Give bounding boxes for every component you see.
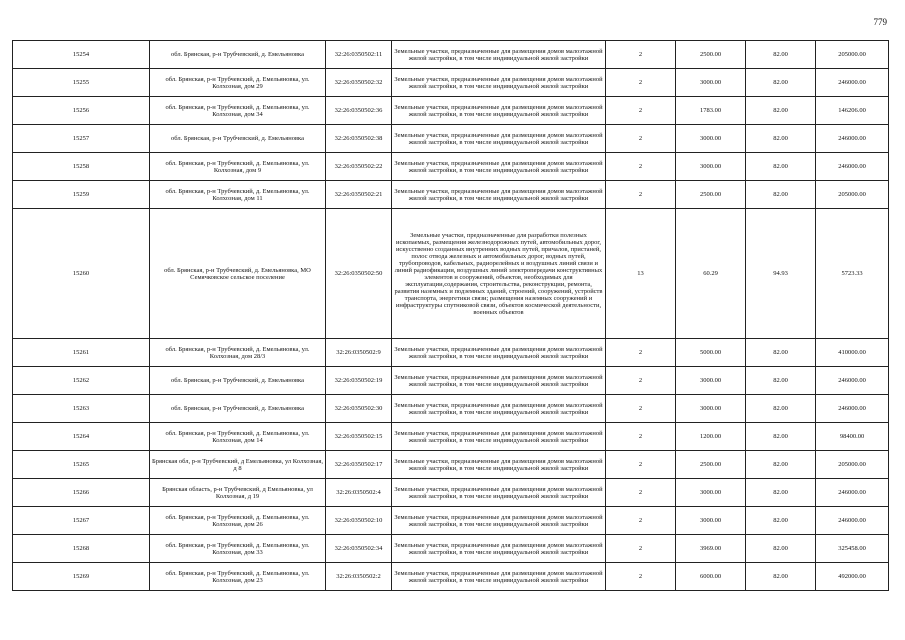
row-address: обл. Брянская, р-н Трубчевский, д. Емельяновка, ул. Колхозная, дом 29 [150, 69, 326, 97]
row-cadastral-value: 325458.00 [816, 535, 889, 563]
row-cadastral-number: 32:26:0350502:2 [326, 563, 392, 591]
row-specific-value: 82.00 [746, 423, 816, 451]
row-area: 3000.00 [676, 367, 746, 395]
table-row [13, 209, 889, 339]
row-id: 15268 [13, 535, 150, 563]
table-row [13, 507, 889, 535]
row-specific-value: 82.00 [746, 153, 816, 181]
row-specific-value: 82.00 [746, 97, 816, 125]
row-group: 2 [606, 507, 676, 535]
row-cadastral-number: 32:26:0350502:15 [326, 423, 392, 451]
row-cadastral-number: 32:26:0350502:9 [326, 339, 392, 367]
row-cadastral-number: 32:26:0350502:19 [326, 367, 392, 395]
row-area: 3000.00 [676, 395, 746, 423]
row-area: 60.29 [676, 209, 746, 339]
row-address: обл. Брянская, р-н Трубчевский, д. Емельяновка, ул. Колхозная, дом 14 [150, 423, 326, 451]
row-specific-value: 82.00 [746, 535, 816, 563]
row-id: 15260 [13, 209, 150, 339]
row-specific-value: 82.00 [746, 367, 816, 395]
row-specific-value: 82.00 [746, 69, 816, 97]
row-area: 1200.00 [676, 423, 746, 451]
row-address: обл. Брянская, р-н Трубчевский, д. Емельяновка, МО Семячковское сельское поселение [150, 209, 326, 339]
row-address: Брянская обл, р-н Трубчевский, д Емельяновка, ул Колхозная, д 8 [150, 451, 326, 479]
table-row [13, 395, 889, 423]
row-land-use: Земельные участки, предназначенные для размещения домов малоэтажной жилой застройки, в том числе индивидуальной жилой застройки [392, 97, 606, 125]
row-id: 15258 [13, 153, 150, 181]
row-cadastral-value: 246000.00 [816, 125, 889, 153]
table-row [13, 479, 889, 507]
row-land-use: Земельные участки, предназначенные для размещения домов малоэтажной жилой застройки, в том числе индивидуальной жилой застройки [392, 41, 606, 69]
row-cadastral-value: 246000.00 [816, 395, 889, 423]
row-cadastral-value: 5723.33 [816, 209, 889, 339]
row-id: 15262 [13, 367, 150, 395]
row-address: обл. Брянская, р-н Трубчевский, д. Емельяновка, ул. Колхозная, дом 26 [150, 507, 326, 535]
row-address: обл. Брянская, р-н Трубчевский, д. Емельяновка [150, 367, 326, 395]
row-id: 15266 [13, 479, 150, 507]
row-specific-value: 82.00 [746, 451, 816, 479]
row-group: 2 [606, 181, 676, 209]
row-area: 3969.00 [676, 535, 746, 563]
row-id: 15267 [13, 507, 150, 535]
row-cadastral-number: 32:26:0350502:22 [326, 153, 392, 181]
table-row [13, 423, 889, 451]
row-specific-value: 82.00 [746, 181, 816, 209]
row-address: обл. Брянская, р-н Трубчевский, д. Емельяновка, ул. Колхозная, дом 23 [150, 563, 326, 591]
row-group: 2 [606, 367, 676, 395]
row-id: 15255 [13, 69, 150, 97]
row-land-use: Земельные участки, предназначенные для размещения домов малоэтажной жилой застройки, в том числе индивидуальной жилой застройки [392, 69, 606, 97]
row-cadastral-value: 246000.00 [816, 479, 889, 507]
row-cadastral-number: 32:26:0350502:32 [326, 69, 392, 97]
table-row [13, 153, 889, 181]
row-cadastral-value: 205000.00 [816, 41, 889, 69]
row-address: обл. Брянская, р-н Трубчевский, д. Емельяновка, ул. Колхозная, дом 28/3 [150, 339, 326, 367]
row-cadastral-value: 98400.00 [816, 423, 889, 451]
row-cadastral-value: 246000.00 [816, 507, 889, 535]
table-row [13, 535, 889, 563]
row-group: 2 [606, 451, 676, 479]
row-specific-value: 94.93 [746, 209, 816, 339]
row-address: обл. Брянская, р-н Трубчевский, д. Емельяновка, ул. Колхозная, дом 33 [150, 535, 326, 563]
row-area: 3000.00 [676, 479, 746, 507]
row-area: 3000.00 [676, 125, 746, 153]
row-group: 2 [606, 125, 676, 153]
row-cadastral-number: 32:26:0350502:30 [326, 395, 392, 423]
row-id: 15263 [13, 395, 150, 423]
row-id: 15254 [13, 41, 150, 69]
row-group: 2 [606, 563, 676, 591]
row-address: обл. Брянская, р-н Трубчевский, д. Емельяновка [150, 41, 326, 69]
row-group: 2 [606, 153, 676, 181]
row-cadastral-value: 410000.00 [816, 339, 889, 367]
row-address: обл. Брянская, р-н Трубчевский, д. Емельяновка, ул. Колхозная, дом 34 [150, 97, 326, 125]
row-id: 15257 [13, 125, 150, 153]
row-id: 15259 [13, 181, 150, 209]
row-area: 5000.00 [676, 339, 746, 367]
row-address: обл. Брянская, р-н Трубчевский, д. Емельяновка, ул. Колхозная, дом 9 [150, 153, 326, 181]
row-area: 2500.00 [676, 41, 746, 69]
cadastral-value-table [12, 40, 889, 591]
row-cadastral-value: 146206.00 [816, 97, 889, 125]
row-area: 2500.00 [676, 181, 746, 209]
row-group: 2 [606, 69, 676, 97]
row-cadastral-number: 32:26:0350502:36 [326, 97, 392, 125]
row-id: 15261 [13, 339, 150, 367]
row-cadastral-number: 32:26:0350502:38 [326, 125, 392, 153]
row-cadastral-number: 32:26:0350502:50 [326, 209, 392, 339]
table-body [13, 41, 889, 591]
row-id: 15269 [13, 563, 150, 591]
row-area: 3000.00 [676, 507, 746, 535]
row-land-use: Земельные участки, предназначенные для размещения домов малоэтажной жилой застройки, в том числе индивидуальной жилой застройки [392, 507, 606, 535]
row-land-use: Земельные участки, предназначенные для размещения домов малоэтажной жилой застройки, в том числе индивидуальной жилой застройки [392, 153, 606, 181]
row-group: 13 [606, 209, 676, 339]
row-cadastral-value: 205000.00 [816, 451, 889, 479]
row-cadastral-number: 32:26:0350502:11 [326, 41, 392, 69]
row-land-use: Земельные участки, предназначенные для размещения домов малоэтажной жилой застройки, в том числе индивидуальной жилой застройки [392, 479, 606, 507]
table-row [13, 69, 889, 97]
row-address: обл. Брянская, р-н Трубчевский, д. Емельяновка, ул. Колхозная, дом 11 [150, 181, 326, 209]
row-id: 15264 [13, 423, 150, 451]
row-group: 2 [606, 97, 676, 125]
page-number: 779 [873, 17, 887, 27]
table-row [13, 41, 889, 69]
row-address: обл. Брянская, р-н Трубчевский, д. Емельяновка [150, 125, 326, 153]
table-row [13, 339, 889, 367]
row-specific-value: 82.00 [746, 507, 816, 535]
row-area: 3000.00 [676, 69, 746, 97]
row-cadastral-number: 32:26:0350502:34 [326, 535, 392, 563]
row-cadastral-number: 32:26:0350502:17 [326, 451, 392, 479]
row-land-use: Земельные участки, предназначенные для размещения домов малоэтажной жилой застройки, в том числе индивидуальной жилой застройки [392, 181, 606, 209]
row-address: Брянская область, р-н Трубчевский, д Емельяновка, ул Колхозная, д 19 [150, 479, 326, 507]
row-land-use: Земельные участки, предназначенные для размещения домов малоэтажной жилой застройки, в том числе индивидуальной жилой застройки [392, 563, 606, 591]
row-cadastral-value: 492000.00 [816, 563, 889, 591]
row-land-use: Земельные участки, предназначенные для размещения домов малоэтажной жилой застройки, в том числе индивидуальной жилой застройки [392, 339, 606, 367]
row-specific-value: 82.00 [746, 395, 816, 423]
row-specific-value: 82.00 [746, 41, 816, 69]
row-group: 2 [606, 535, 676, 563]
row-cadastral-value: 205000.00 [816, 181, 889, 209]
row-cadastral-number: 32:26:0350502:21 [326, 181, 392, 209]
row-group: 2 [606, 395, 676, 423]
row-land-use: Земельные участки, предназначенные для размещения домов малоэтажной жилой застройки, в том числе индивидуальной жилой застройки [392, 125, 606, 153]
table-row [13, 181, 889, 209]
row-address: обл. Брянская, р-н Трубчевский, д. Емельяновка [150, 395, 326, 423]
row-land-use: Земельные участки, предназначенные для разработки полезных ископаемых, размещения железнодорожных путей, автомобильных дорог, искусственно созданных внутренних водных путей, причалов, пристаней, полос отвода железных и автомобильных дорог, водных путей, трубопроводов, кабельных, радиорелейных и воздушных линий связи и линий радиофикации, воздушных линий электропередачи конструктивных элементов и сооружений, объектов, необходимых для эксплуатации,содержания, строительства, реконструкции, ремонта, развития наземных и подземных зданий, строений, сооружений, устройств транспорта, энергетики связи; размещения наземных сооружений и инфраструктуры спутниковой связи, объектов космической деятельности, военных объектов [392, 209, 606, 339]
row-group: 2 [606, 339, 676, 367]
row-group: 2 [606, 423, 676, 451]
table-row [13, 563, 889, 591]
row-land-use: Земельные участки, предназначенные для размещения домов малоэтажной жилой застройки, в том числе индивидуальной жилой застройки [392, 535, 606, 563]
row-id: 15256 [13, 97, 150, 125]
row-specific-value: 82.00 [746, 339, 816, 367]
row-area: 1783.00 [676, 97, 746, 125]
row-area: 3000.00 [676, 153, 746, 181]
row-cadastral-value: 246000.00 [816, 367, 889, 395]
table-row [13, 367, 889, 395]
row-group: 2 [606, 479, 676, 507]
row-cadastral-value: 246000.00 [816, 153, 889, 181]
row-group: 2 [606, 41, 676, 69]
row-specific-value: 82.00 [746, 125, 816, 153]
row-specific-value: 82.00 [746, 479, 816, 507]
row-cadastral-number: 32:26:0350502:10 [326, 507, 392, 535]
row-land-use: Земельные участки, предназначенные для размещения домов малоэтажной жилой застройки, в том числе индивидуальной жилой застройки [392, 395, 606, 423]
row-specific-value: 82.00 [746, 563, 816, 591]
row-land-use: Земельные участки, предназначенные для размещения домов малоэтажной жилой застройки, в том числе индивидуальной жилой застройки [392, 423, 606, 451]
row-cadastral-value: 246000.00 [816, 69, 889, 97]
row-id: 15265 [13, 451, 150, 479]
table-row [13, 451, 889, 479]
row-land-use: Земельные участки, предназначенные для размещения домов малоэтажной жилой застройки, в том числе индивидуальной жилой застройки [392, 451, 606, 479]
row-area: 2500.00 [676, 451, 746, 479]
table-row [13, 125, 889, 153]
row-area: 6000.00 [676, 563, 746, 591]
row-cadastral-number: 32:26:0350502:4 [326, 479, 392, 507]
row-land-use: Земельные участки, предназначенные для размещения домов малоэтажной жилой застройки, в том числе индивидуальной жилой застройки [392, 367, 606, 395]
table-row [13, 97, 889, 125]
